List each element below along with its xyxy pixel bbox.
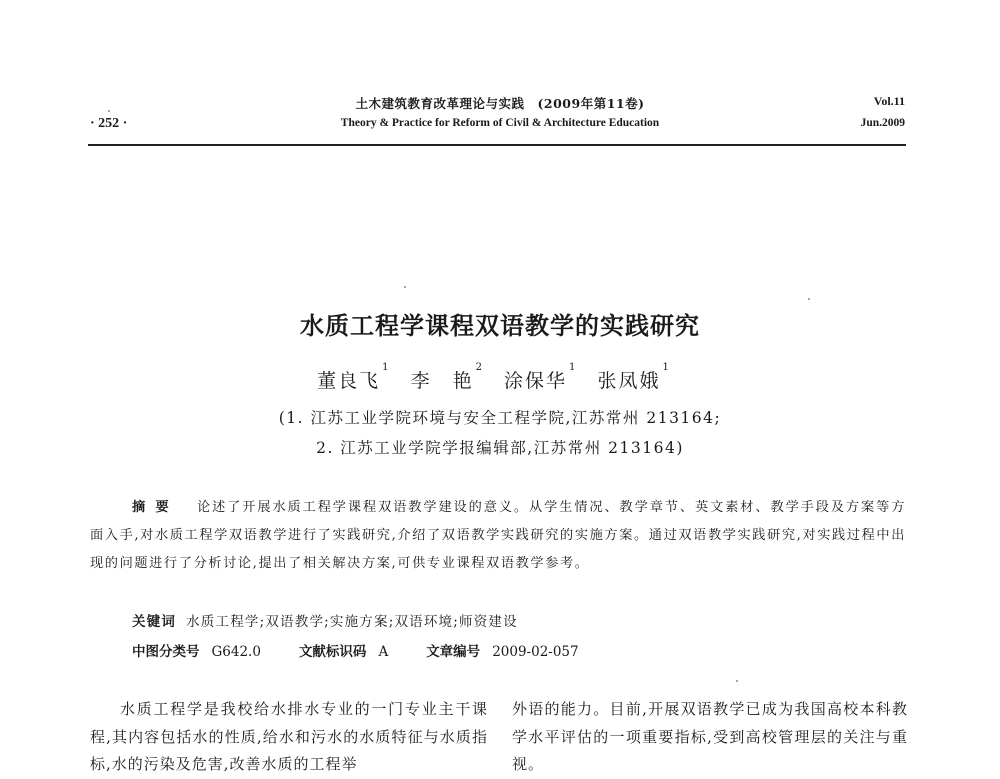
scan-speck [404,286,406,288]
doc-code-label: 文献标识码 [298,644,367,660]
affiliation-line: (1. 江苏工业学院环境与安全工程学院,江苏常州 213164; [278,409,722,427]
page-number: · 252 · [90,116,128,131]
doc-code-value: A [378,644,389,660]
author-name: 张凤娥 [597,370,661,392]
scan-speck [808,298,810,300]
author-name: 李 艳 [410,370,474,392]
paper-title: 水质工程学课程双语教学的实践研究 [300,312,700,340]
abstract-block [90,494,906,578]
author-affiliation-mark: 1 [569,362,578,373]
author-affiliation-mark: 1 [662,362,671,373]
affiliation-line: 2. 江苏工业学院学报编辑部,江苏常州 213164) [316,439,684,457]
scan-speck [736,680,738,682]
abstract-text: 论述了开展水质工程学课程双语教学建设的意义。从学生情况、教学章节、英文素材、教学手段及方案等方面入手,对水质工程学双语教学进行了实践研究,介绍了双语教学实践研究的实施方案。通过双语教学实践研究,对实践过程中出现的问题进行了分析讨论,提出了相关解决方案,可供专业课程双语教学参考。 [90,500,906,571]
abstract-label: 摘要 [132,500,179,515]
scan-speck [108,110,110,112]
clc-label: 中图分类号 [132,644,200,660]
author-affiliation-mark: 1 [382,362,391,373]
keywords-text: 水质工程学;双语教学;实施方案;双语环境;师资建设 [186,614,518,630]
article-number-value: 2009-02-057 [492,644,579,660]
journal-title-cn: 土木建筑教育改革理论与实践 (2009年第11卷) [355,96,645,111]
body-column-right: 外语的能力。目前,开展双语教学已成为我国高校本科教学水平评估的一项重要指标,受到高校管理层的关注与重视。 [512,700,908,773]
article-number-label: 文章编号 [426,644,481,660]
author-name: 董良飞 [317,370,381,392]
clc-value: G642.0 [211,644,261,660]
body-column-left: 水质工程学是我校给水排水专业的一门专业主干课程,其内容包括水的性质,给水和污水的水质特征与水质指标,水的污染及危害,改善水质的工程举 [90,700,488,773]
issue-date: Jun.2009 [860,117,905,129]
journal-title-en: Theory & Practice for Reform of Civil & Architecture Education [340,117,660,129]
author-list [0,362,1000,393]
volume-label: Vol.11 [873,94,905,108]
classification-line [132,640,579,660]
author-name: 涂保华 [504,370,568,392]
author-affiliation-mark: 2 [475,362,484,373]
keywords-label: 关键词 [132,614,177,630]
header-rule [88,144,906,146]
keywords-block [132,610,518,630]
